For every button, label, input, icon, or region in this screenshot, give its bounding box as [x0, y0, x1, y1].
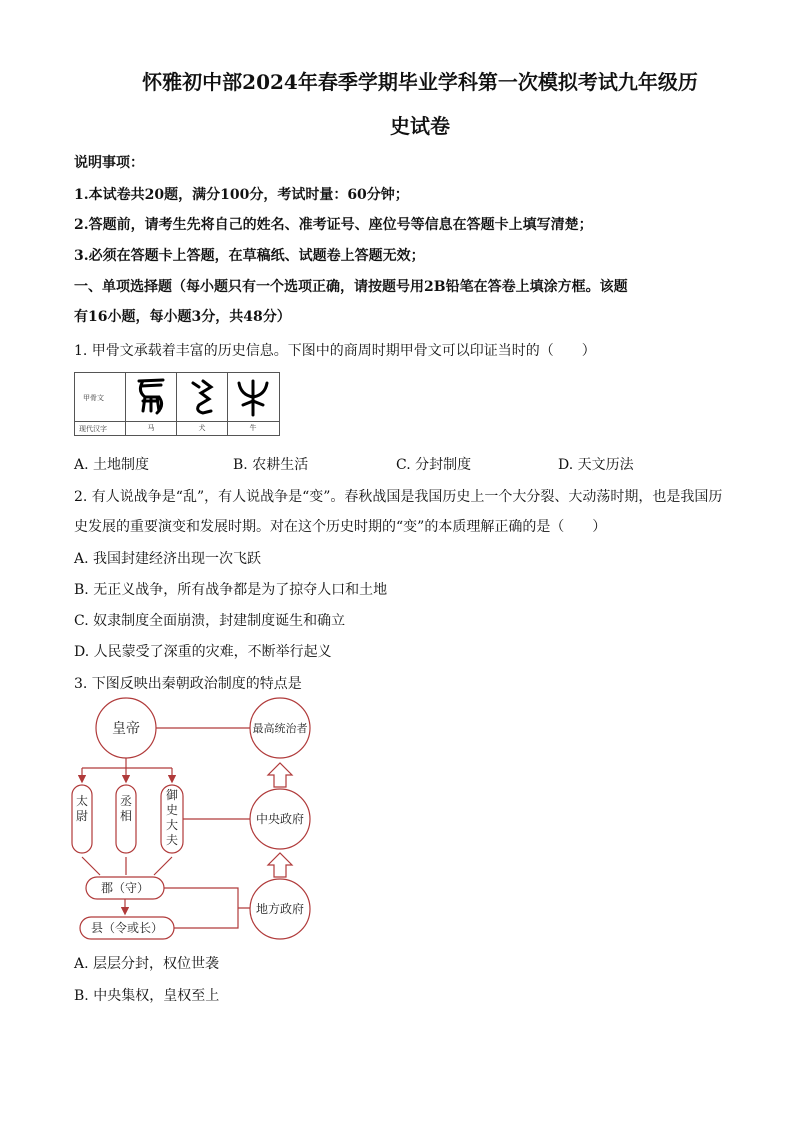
- diagram-emperor: 皇帝: [112, 721, 140, 737]
- modern-char-horse: 马: [147, 424, 155, 432]
- diagram-supreme-ruler: 最高统治者: [252, 722, 308, 735]
- oracle-bone-table: [74, 372, 280, 436]
- q2-stem-line2: 史发展的重要演变和发展时期。对在这个历史时期的“变”的本质理解正确的是（ ）: [74, 519, 607, 535]
- q1-option-a[interactable]: A. 土地制度: [74, 457, 150, 473]
- modern-char-dog: 犬: [198, 424, 206, 432]
- diagram-central-government: 中央政府: [255, 812, 305, 826]
- q3-stem: 3. 下图反映出秦朝政治制度的特点是: [74, 676, 302, 692]
- diagram-xian: 县（令或长）: [90, 921, 164, 935]
- q2-stem-line1: 2. 有人说战争是“乱”，有人说战争是“变”。春秋战国是我国历史上一个大分裂、大动荡时期，也是我国历: [74, 489, 723, 505]
- note-item-3: 3.必须在答题卡上答题，在草稿纸、试题卷上答题无效；: [74, 248, 425, 264]
- q2-option-c[interactable]: C. 奴隶制度全面崩溃，封建制度诞生和确立: [74, 613, 346, 629]
- oracle-ox-glyph: [235, 377, 271, 417]
- oracle-horse-glyph: [133, 377, 171, 417]
- page-title-line2: 史试卷: [390, 114, 450, 138]
- q3-option-a[interactable]: A. 层层分封，权位世袭: [74, 956, 220, 972]
- diagram-chengxiang: 丞相: [119, 794, 133, 823]
- q3-option-b[interactable]: B. 中央集权，皇权至上: [74, 988, 220, 1004]
- q2-option-d[interactable]: D. 人民蒙受了深重的灾难，不断举行起义: [74, 644, 332, 660]
- diagram-taiwei: 太尉: [75, 794, 89, 823]
- q2-option-b[interactable]: B. 无正义战争，所有战争都是为了掠夺人口和土地: [74, 582, 388, 598]
- modern-char-ox: 牛: [249, 424, 257, 432]
- q2-option-a[interactable]: A. 我国封建经济出现一次飞跃: [74, 551, 262, 567]
- q1-option-c[interactable]: C. 分封制度: [396, 457, 472, 473]
- q1-stem: 1. 甲骨文承载着丰富的历史信息。下图中的商周时期甲骨文可以印证当时的（ ）: [74, 343, 596, 359]
- table-row2-label: 现代汉字: [79, 425, 107, 433]
- qin-political-system-diagram: [70, 695, 320, 940]
- diagram-jun: 郡（守）: [100, 881, 150, 895]
- section1-heading-line2: 有16小题，每小题3分，共48分）: [74, 309, 291, 325]
- page-title-line1: 怀雅初中部2024年春季学期毕业学科第一次模拟考试九年级历: [142, 70, 698, 94]
- diagram-yushi-dafu: 御史大夫: [165, 788, 179, 847]
- section1-heading-line1: 一、单项选择题（每小题只有一个选项正确，请按题号用2B铅笔在答卷上填涂方框。该题: [74, 279, 628, 295]
- table-row1-label: 甲骨文: [83, 394, 104, 402]
- notes-heading: 说明事项：: [74, 155, 144, 171]
- note-item-2: 2.答题前，请考生先将自己的姓名、准考证号、座位号等信息在答题卡上填写清楚；: [74, 217, 593, 233]
- oracle-dog-glyph: [185, 377, 219, 417]
- note-item-1: 1.本试卷共20题，满分100分，考试时量：60分钟；: [74, 187, 409, 203]
- q1-option-b[interactable]: B. 农耕生活: [233, 457, 309, 473]
- diagram-local-government: 地方政府: [255, 902, 305, 916]
- q1-option-d[interactable]: D. 天文历法: [558, 457, 634, 473]
